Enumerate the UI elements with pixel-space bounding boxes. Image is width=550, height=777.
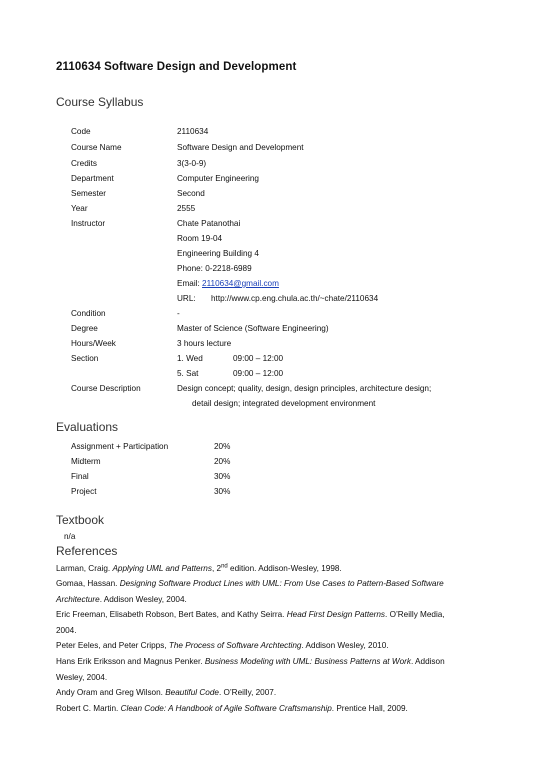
syllabus-heading: Course Syllabus	[56, 95, 144, 109]
reference-authors: Robert C. Martin.	[56, 704, 121, 713]
reference-edition-suffix: nd	[221, 563, 228, 570]
evaluation-percent: 20%	[214, 457, 231, 466]
row-value: Software Design and Development	[177, 143, 304, 152]
reference-authors: Andy Oram and Greg Wilson.	[56, 688, 166, 697]
reference-publisher: . O’Reilly, 2007.	[218, 688, 277, 697]
reference-item	[56, 654, 456, 685]
row-label: Code	[71, 127, 91, 136]
instructor-url-line	[177, 293, 379, 304]
evaluation-label: Project	[71, 487, 97, 496]
row-label: Instructor	[71, 219, 106, 228]
reference-authors: Larman, Craig.	[56, 564, 113, 573]
row-label: Degree	[71, 324, 98, 333]
reference-title: Beautiful Code	[165, 688, 219, 697]
row-value: 2110634	[177, 127, 209, 136]
reference-edition-num: , 2	[211, 564, 222, 573]
instructor-email-line	[177, 278, 279, 289]
row-label: Year	[71, 204, 88, 213]
reference-publisher: . Prentice Hall, 2009.	[331, 704, 408, 713]
row-value: Master of Science (Software Engineering)	[177, 324, 329, 333]
reference-title: The Process of Software Archtecting	[168, 641, 302, 650]
row-value: Chate Patanothai	[177, 219, 241, 228]
reference-title: Head First Design Patterns	[286, 610, 386, 619]
document-title: 2110634 Software Design and Development	[56, 61, 297, 73]
description-line-2: detail design; integrated development environment	[192, 399, 376, 408]
reference-authors: Hans Erik Eriksson and Magnus Penker.	[56, 657, 205, 666]
instructor-room: Room 19-04	[177, 234, 223, 243]
reference-item	[56, 561, 456, 577]
evaluation-row	[71, 471, 231, 482]
email-label: Email:	[177, 279, 200, 288]
reference-item	[56, 576, 456, 607]
row-value: 3(3-0-9)	[177, 159, 207, 168]
section-time: 09:00 – 12:00	[233, 354, 284, 363]
row-label: Condition	[71, 309, 106, 318]
url-label: URL:	[177, 294, 196, 303]
evaluation-label: Final	[71, 472, 89, 481]
row-value: 3 hours lecture	[177, 339, 232, 348]
reference-title: Business Modeling with UML: Business Patterns at Work	[204, 657, 411, 666]
row-label: Section	[71, 354, 99, 363]
evaluation-percent: 30%	[214, 487, 231, 496]
reference-item	[56, 607, 456, 638]
evaluations-heading: Evaluations	[56, 420, 119, 434]
evaluation-label: Assignment + Participation	[71, 442, 169, 451]
evaluation-row	[71, 486, 231, 497]
section-day: 1. Wed	[177, 354, 203, 363]
evaluation-percent: 30%	[214, 472, 231, 481]
reference-publisher: . O’Reilly Media, 2004.	[56, 610, 445, 635]
reference-authors: Peter Eeles, and Peter Cripps,	[56, 641, 169, 650]
reference-authors: Eric Freeman, Elisabeth Robson, Bert Bates, and Kathy Seirra.	[56, 610, 287, 619]
reference-item	[56, 685, 456, 701]
textbook-heading: Textbook	[56, 513, 105, 527]
section-entry-2	[177, 368, 284, 379]
row-label: Semester	[71, 189, 107, 198]
row-value: Second	[177, 189, 205, 198]
reference-publisher: . Addison Wesley, 2010.	[301, 641, 389, 650]
evaluation-label: Midterm	[71, 457, 101, 466]
references-heading: References	[56, 544, 118, 558]
reference-title: Clean Code: A Handbook of Agile Software Craftsmanship	[120, 704, 332, 713]
row-label: Department	[71, 174, 114, 183]
reference-item	[56, 638, 456, 654]
reference-title: Applying UML and Patterns	[112, 564, 212, 573]
reference-title: Designing Software Product Lines with UML: From Use Cases to Pattern-Based Software Architecture	[56, 579, 444, 604]
row-label: Credits	[71, 159, 97, 168]
evaluation-row	[71, 441, 231, 452]
evaluation-row	[71, 456, 231, 467]
row-value: -	[177, 309, 180, 318]
row-value: Computer Engineering	[177, 174, 259, 183]
reference-publisher: . Addison Wesley, 2004.	[56, 657, 445, 682]
row-label: Course Name	[71, 143, 122, 152]
email-link[interactable]: 2110634@gmail.com	[202, 279, 279, 288]
instructor-building: Engineering Building 4	[177, 249, 259, 258]
url-value: http://www.cp.eng.chula.ac.th/~chate/2110634	[211, 294, 379, 303]
reference-authors: Gomaa, Hassan.	[56, 579, 120, 588]
section-time: 09:00 – 12:00	[233, 369, 284, 378]
textbook-value: n/a	[64, 532, 76, 541]
instructor-phone: Phone: 0-2218-6989	[177, 264, 252, 273]
row-value: 2555	[177, 204, 196, 213]
reference-item	[56, 701, 456, 717]
section-day: 5. Sat	[177, 369, 199, 378]
evaluation-percent: 20%	[214, 442, 231, 451]
description-line-1: Design concept; quality, design, design principles, architecture design;	[177, 384, 432, 393]
reference-publisher: edition. Addison-Wesley, 1998.	[227, 564, 342, 573]
row-label: Hours/Week	[71, 339, 116, 348]
reference-publisher: . Addison Wesley, 2004.	[99, 594, 187, 604]
row-label: Course Description	[71, 384, 141, 393]
